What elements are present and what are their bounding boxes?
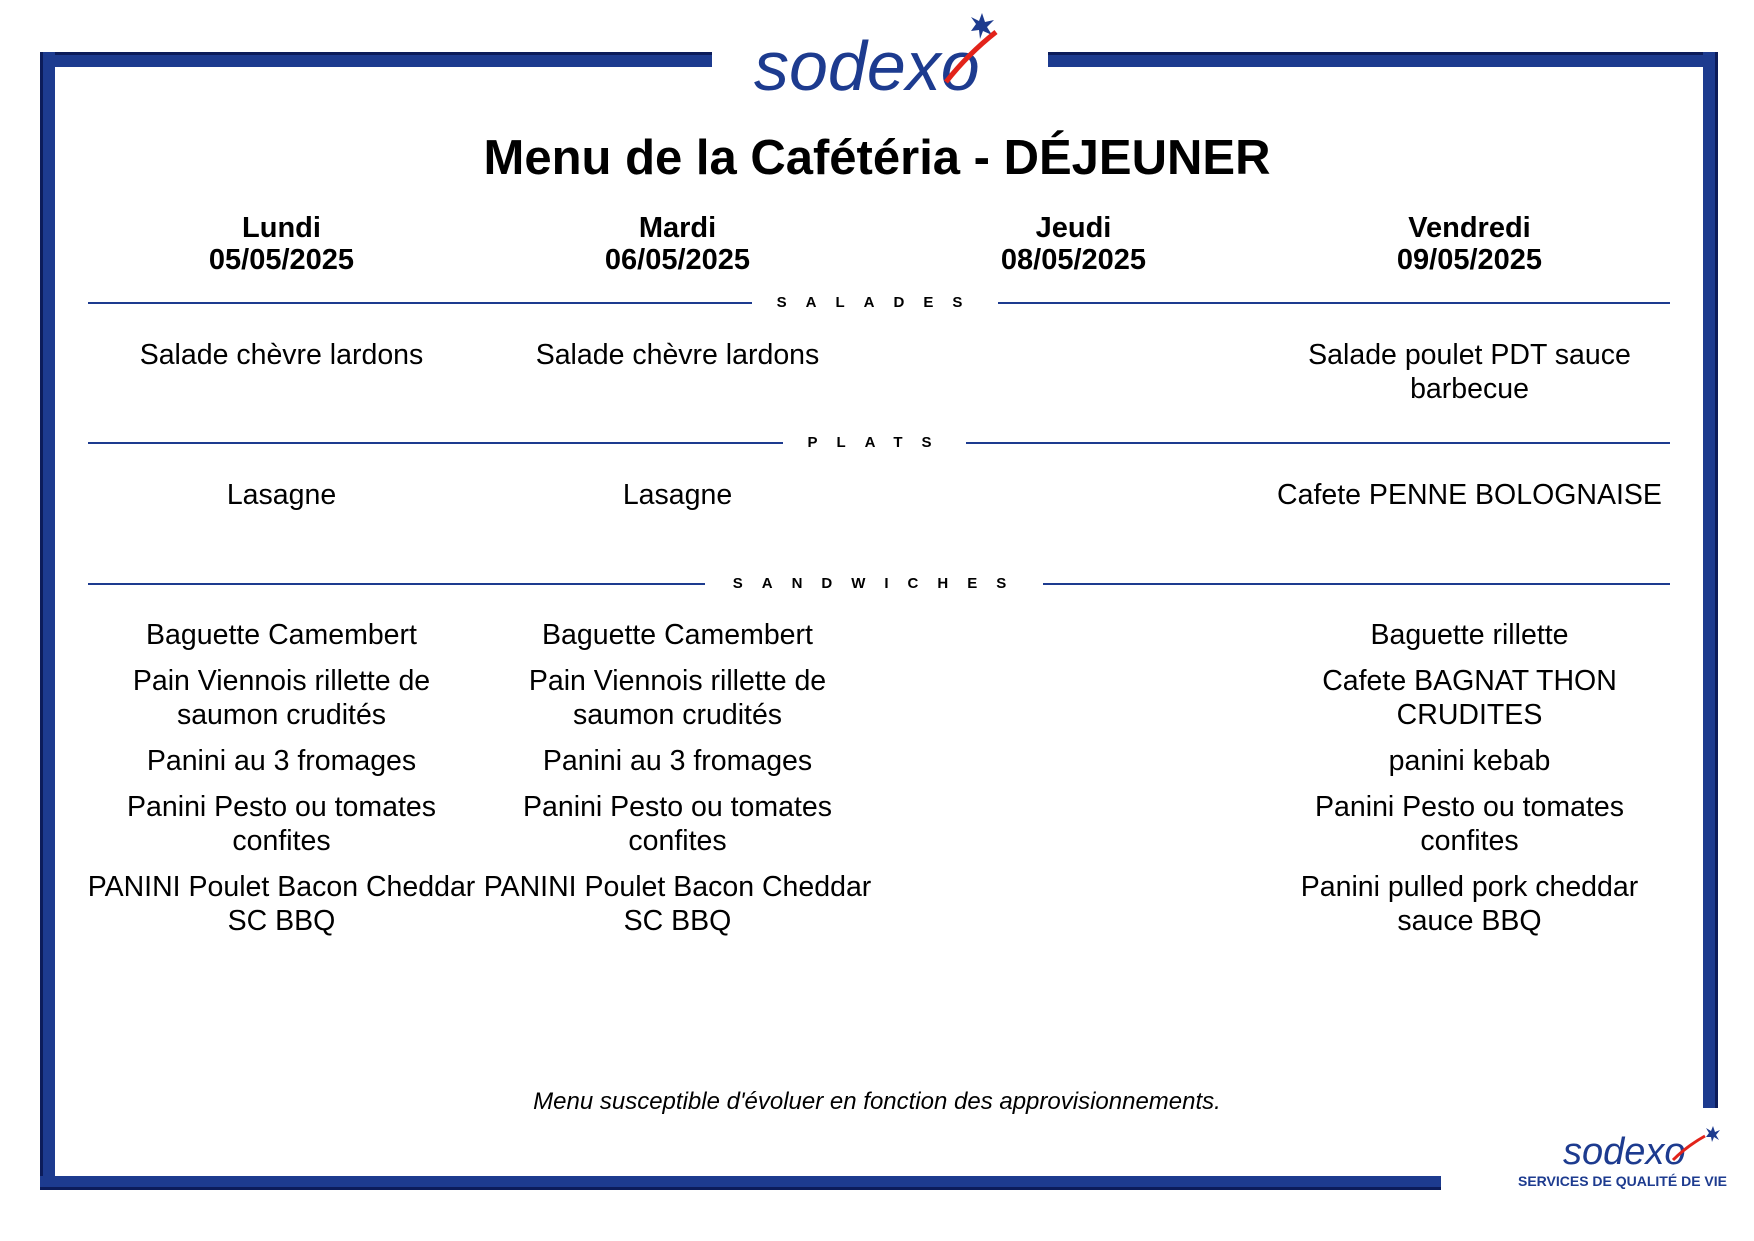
menu-item: Baguette Camembert	[542, 619, 813, 651]
sodexo-logo-footer	[1455, 1122, 1730, 1194]
section-label-plats: PLATS	[807, 434, 951, 451]
day-header-vendredi	[1272, 212, 1667, 276]
menu-item: Panini au 3 fromages	[542, 745, 813, 777]
sodexo-logo	[746, 10, 1016, 100]
day-name: Lundi	[242, 212, 321, 244]
frame-bottom	[40, 1176, 1441, 1190]
day-header-jeudi	[876, 212, 1271, 276]
menu-item: Salade chèvre lardons	[535, 339, 820, 371]
day-date: 05/05/2025	[208, 244, 355, 276]
day-date: 09/05/2025	[1396, 244, 1543, 276]
section-divider-salades	[88, 293, 1670, 313]
cell-sandwiches-mardi	[480, 618, 875, 950]
footer-note: Menu susceptible d'évoluer en fonction des approvisionnements.	[533, 1088, 1221, 1115]
section-divider-plats	[88, 433, 1670, 453]
menu-item: Salade poulet PDT sauce barbecue	[1308, 339, 1631, 405]
sodexo-logo-text: sodexo	[1563, 1131, 1686, 1173]
menu-item: Panini Pesto ou tomates confites	[127, 791, 436, 857]
section-label-sandwiches: SANDWICHES	[732, 575, 1026, 592]
sodexo-star-icon	[1706, 1126, 1720, 1142]
menu-item: Lasagne	[226, 479, 337, 511]
frame-left	[40, 52, 55, 1190]
frame-top-left	[40, 52, 712, 67]
menu-item: panini kebab	[1388, 745, 1551, 777]
cell-sandwiches-lundi	[84, 618, 479, 950]
section-divider-sandwiches	[88, 574, 1670, 594]
sodexo-logo-text: sodexo	[754, 27, 980, 100]
cell-salades-vendredi	[1272, 338, 1667, 418]
day-name: Jeudi	[1035, 212, 1112, 244]
cell-plats-vendredi	[1272, 478, 1667, 524]
cell-plats-lundi	[84, 478, 479, 524]
menu-item: Lasagne	[622, 479, 733, 511]
day-date: 08/05/2025	[1000, 244, 1147, 276]
section-label-salades: SALADES	[776, 294, 982, 311]
menu-item: Salade chèvre lardons	[139, 339, 424, 371]
page-title: Menu de la Cafétéria - DÉJEUNER	[483, 131, 1271, 185]
day-date: 06/05/2025	[604, 244, 751, 276]
sodexo-tagline: SERVICES DE QUALITÉ DE VIE	[1517, 1173, 1727, 1189]
day-name: Mardi	[638, 212, 717, 244]
cell-salades-lundi	[84, 338, 479, 384]
frame-top-right	[1048, 52, 1718, 67]
menu-item: Baguette rillette	[1370, 619, 1569, 651]
menu-item: Panini Pesto ou tomates confites	[523, 791, 832, 857]
menu-item: Panini pulled pork cheddar sauce BBQ	[1300, 871, 1639, 937]
cell-sandwiches-vendredi	[1272, 618, 1667, 950]
cell-plats-mardi	[480, 478, 875, 524]
menu-item: Cafete BAGNAT THON CRUDITES	[1322, 665, 1617, 731]
menu-item: Panini au 3 fromages	[146, 745, 417, 777]
menu-item: PANINI Poulet Bacon Cheddar SC BBQ	[87, 871, 476, 937]
menu-item: Baguette Camembert	[146, 619, 417, 651]
menu-item: Pain Viennois rillette de saumon crudités	[132, 665, 431, 731]
day-name: Vendredi	[1408, 212, 1531, 244]
menu-item: PANINI Poulet Bacon Cheddar SC BBQ	[483, 871, 872, 937]
menu-item: Cafete PENNE BOLOGNAISE	[1277, 479, 1662, 511]
day-header-lundi	[84, 212, 479, 276]
frame-right	[1703, 52, 1718, 1108]
day-header-mardi	[480, 212, 875, 276]
menu-item: Pain Viennois rillette de saumon crudités	[528, 665, 827, 731]
cell-salades-mardi	[480, 338, 875, 384]
menu-item: Panini Pesto ou tomates confites	[1315, 791, 1624, 857]
